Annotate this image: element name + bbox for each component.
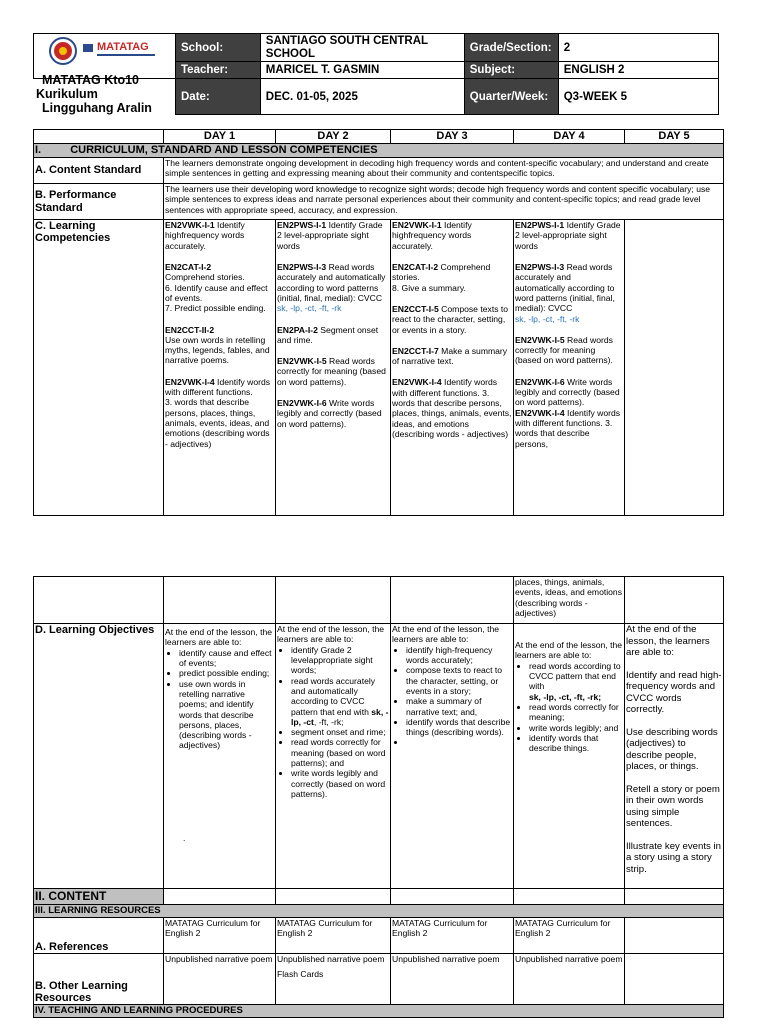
empty-cell xyxy=(391,577,514,624)
section-1-row xyxy=(34,144,724,158)
comp-text: Identify highfrequency words accurately. xyxy=(392,220,472,251)
comp-code: EN2VWK-I-1 xyxy=(165,220,215,230)
empty-cell xyxy=(164,889,276,905)
objective-item: • identify Grade 2 levelappropriate sight words; xyxy=(291,645,389,676)
empty-cell xyxy=(391,889,514,905)
day-3-header: DAY 3 xyxy=(391,130,514,144)
resources-row xyxy=(34,905,724,918)
objective-item: • identify high-frequency words accurately; xyxy=(406,645,512,666)
title-line-2: Kurikulum xyxy=(36,87,98,101)
section-1-title xyxy=(34,144,724,158)
day-1-objectives xyxy=(164,624,276,889)
objective-item: • identify words that describe things. xyxy=(529,733,623,754)
day-4-competencies xyxy=(514,220,625,516)
competencies-label: C. Learning Competencies xyxy=(34,220,164,516)
references-row xyxy=(34,918,724,954)
day-2-competencies xyxy=(276,220,391,516)
empty-cell xyxy=(164,577,276,624)
comp-text: Write words legibly and correctly (based on word patterns). xyxy=(277,398,382,429)
objective-intro: At the end of the lesson, the learners are able to: xyxy=(277,624,385,645)
objective-item xyxy=(529,661,623,702)
comp-text: Compose texts to react to the character, setting, or events in a story. xyxy=(392,303,509,335)
title-line-1: MATATAG Kto10 xyxy=(42,73,139,87)
quarter-label: Quarter/Week: xyxy=(464,79,558,115)
matatag-logo-icon: MATATAG xyxy=(97,41,149,53)
school-label: School: xyxy=(176,34,261,62)
content-standard-label: A. Content Standard xyxy=(34,158,164,184)
objective-item: • segment onset and rime; xyxy=(291,727,389,737)
objective-item: • predict possible ending; xyxy=(179,668,274,678)
objective-intro: At the end of the lesson, the learners are able to: xyxy=(515,640,623,661)
comp-code: EN2CCT-II-2 xyxy=(165,324,215,335)
objective-item xyxy=(291,676,389,728)
comp-text: Identify words with different functions. xyxy=(165,376,271,398)
teacher-label: Teacher: xyxy=(176,62,261,79)
comp-code: EN2PWS-I-3 xyxy=(277,261,327,272)
comp-pattern: sk, -lp, -ct, -ft, -rk xyxy=(515,313,580,324)
teacher-value: MARICEL T. GASMIN xyxy=(260,62,464,79)
objectives-table xyxy=(33,576,724,1018)
day-2-header: DAY 2 xyxy=(276,130,391,144)
objectives-label: D. Learning Objectives xyxy=(34,624,164,889)
day-1-competencies xyxy=(164,220,276,516)
content-standard-text: The learners demonstrate ongoing development in decoding high frequency words and content-specific vocabulary; and understand and create simple sentences in getting and expressing meaning about their community and contentspecific topics. xyxy=(164,158,724,184)
subject-value: ENGLISH 2 xyxy=(558,62,718,79)
objective-list xyxy=(277,645,389,800)
comp-code: EN2VWK-I-5 xyxy=(277,356,327,367)
comp-text: Identify words with different functions. 3. words that describe persons, xyxy=(515,407,621,449)
day-header-row xyxy=(34,130,724,144)
objective-item: • compose texts to react to the character, setting, or events in a story; xyxy=(406,665,512,696)
day-3-objectives xyxy=(391,624,514,889)
objective-item: • use own words in retelling narrative poems; and identify words that describe persons, places, (describing words - adjectives) xyxy=(179,679,274,751)
objective-item: • identify cause and effect of events; xyxy=(179,648,274,669)
comp-text: Segment onset and rime. xyxy=(277,324,379,345)
grade-value: 2 xyxy=(558,34,718,62)
comp-text: Make a summary of narrative text. xyxy=(392,345,508,367)
empty-cell xyxy=(625,918,724,954)
comp-code: EN2PWS-I-1 xyxy=(515,220,565,230)
comp-item: 6. Identify cause and effect of events. xyxy=(165,282,268,303)
comp-code: EN2VWK-I-1 xyxy=(392,220,442,230)
comp-text: Identify Grade 2 level-appropriate sight words xyxy=(515,220,621,251)
objective-item: • write words legibly; and xyxy=(529,723,623,733)
day-5-header: DAY 5 xyxy=(625,130,724,144)
day-5-competencies xyxy=(625,220,724,516)
day-4-header: DAY 4 xyxy=(514,130,625,144)
empty-cell xyxy=(625,577,724,624)
comp-code: EN2VWK-I-4 xyxy=(515,407,565,418)
deped-seal-icon xyxy=(34,34,175,74)
objective-item: • read words correctly for meaning; xyxy=(529,702,623,723)
comp-text: Comprehend stories. xyxy=(165,272,245,283)
objective-item: • write words legibly and correctly (based on word patterns). xyxy=(291,768,389,799)
objective-pattern: sk, -lp, -ct xyxy=(291,706,389,727)
reference-day-1: MATATAG Curriculum for English 2 xyxy=(164,918,276,954)
competency-table xyxy=(33,129,724,516)
comp-item: 7. Predict possible ending. xyxy=(165,303,266,314)
other-resource-day-4: Unpublished narrative poem xyxy=(514,954,625,1005)
comp-text: Identify Grade 2 level-appropriate sight words xyxy=(277,220,383,251)
comp-code: EN2PA-I-2 xyxy=(277,324,318,335)
objective-text: , -ft, -rk; xyxy=(313,716,344,727)
objective-paragraph: Use describing words (adjectives) to describe people, places, or things. xyxy=(626,726,718,772)
comp-text: Use own words in retelling myths, legends, fables, and narrative poems. xyxy=(165,334,270,366)
subject-label: Subject: xyxy=(464,62,558,79)
empty-cell xyxy=(625,954,724,1005)
day-4-objectives xyxy=(514,624,625,889)
comp-text: Identify words with different functions. 3. words that describe persons, places, things, animals, events, ideas, and emotions (describing words - adjectives) xyxy=(392,377,512,439)
comp-code: EN2CCT-I-7 xyxy=(392,345,439,356)
section-1-label: CURRICULUM, STANDARD AND LESSON COMPETENCIES xyxy=(70,144,378,156)
comp-code: EN2VWK-I-4 xyxy=(165,376,215,387)
objective-text: read words accurately and automatically according to CVCC pattern that end with xyxy=(291,675,376,717)
reference-day-3: MATATAG Curriculum for English 2 xyxy=(391,918,514,954)
other-resources-label: B. Other Learning Resources xyxy=(34,954,164,1005)
comp-code: EN2VWK-I-6 xyxy=(515,376,565,387)
comp-text: Read words accurately and automatically according to word patterns (initial, final, medial): CVCC xyxy=(277,261,386,303)
objective-item: • read words correctly for meaning (based on word patterns); and xyxy=(291,737,389,768)
curriculum-title xyxy=(36,73,166,115)
objective-intro: At the end of the lesson, the learners are able to: xyxy=(165,627,273,648)
comp-code: EN2CAT-I-2 xyxy=(165,261,212,272)
comp-code: EN2VWK-I-5 xyxy=(515,334,565,345)
comp-item: 3. words that describe persons, places, things, animals, events, ideas, and emotions (describing words - adjectives) xyxy=(165,397,270,449)
references-label: A. References xyxy=(34,918,164,954)
reference-day-2: MATATAG Curriculum for English 2 xyxy=(276,918,391,954)
empty-cell xyxy=(276,577,391,624)
other-resource-text: Unpublished narrative poem xyxy=(277,954,385,964)
empty-cell xyxy=(514,889,625,905)
objective-list xyxy=(165,648,274,751)
grade-label: Grade/Section: xyxy=(464,34,558,62)
performance-standard-row xyxy=(34,184,724,220)
day-2-objectives xyxy=(276,624,391,889)
comp-code: EN2CAT-I-2 xyxy=(392,261,439,272)
reference-day-4: MATATAG Curriculum for English 2 xyxy=(514,918,625,954)
content-standard-row xyxy=(34,158,724,184)
comp-code: EN2PWS-I-1 xyxy=(277,220,327,230)
content-row xyxy=(34,889,724,905)
day-3-competencies xyxy=(391,220,514,516)
empty-cell xyxy=(625,889,724,905)
other-resource-extra: Flash Cards xyxy=(277,969,324,980)
day-1-header: DAY 1 xyxy=(164,130,276,144)
performance-standard-label: B. Performance Standard xyxy=(34,184,164,220)
logo-cell xyxy=(34,34,176,79)
other-resource-day-3: Unpublished narrative poem xyxy=(391,954,514,1005)
comp-code: EN2VWK-I-4 xyxy=(392,377,442,388)
procedures-title: IV. TEACHING AND LEARNING PROCEDURES xyxy=(34,1005,724,1018)
comp-text: Read words correctly for meaning (based on word patterns). xyxy=(515,334,613,366)
objective-item: • make a summary of narrative text; and, xyxy=(406,696,512,717)
section-1-number: I. xyxy=(35,144,42,156)
comp-text: Write words legibly and correctly (based on word patterns). xyxy=(515,376,620,408)
objective-tail: . xyxy=(183,832,186,843)
empty-cell xyxy=(34,577,164,624)
comp-code: EN2VWK-I-6 xyxy=(277,398,327,409)
title-line-3: Lingguhang Aralin xyxy=(42,101,152,115)
objective-paragraph: At the end of the lesson, the learners are able to: xyxy=(626,624,710,658)
other-resources-row xyxy=(34,954,724,1005)
objective-list xyxy=(515,661,623,754)
performance-standard-text: The learners use their developing word knowledge to recognize sight words; decode high frequency words and content specific vocabulary; use simple sentences to express ideas and narrate personal experiences about their community and content-specific topics; and read grade level sentences with appropriate speed, accuracy, and expression. xyxy=(164,184,724,220)
other-resource-day-2 xyxy=(276,954,391,1005)
competencies-row xyxy=(34,220,724,516)
day-4-competencies-cont: places, things, animals, events, ideas, and emotions (describing words - adjectives) xyxy=(514,577,625,624)
date-label: Date: xyxy=(176,79,261,115)
date-value: DEC. 01-05, 2025 xyxy=(260,79,464,115)
objectives-row xyxy=(34,624,724,889)
continuation-row xyxy=(34,577,724,624)
objective-paragraph: Illustrate key events in a story using a story strip. xyxy=(626,840,721,875)
resources-title: III. LEARNING RESOURCES xyxy=(34,905,724,918)
empty-cell xyxy=(276,889,391,905)
objective-intro: At the end of the lesson, the learners are able to: xyxy=(392,624,500,645)
comp-text: Read words correctly for meaning (based on word patterns). xyxy=(277,356,386,387)
procedures-row xyxy=(34,1005,724,1018)
comp-text: Read words accurately and automatically according to word patterns (initial, final, medial): CVCC xyxy=(515,261,615,314)
objective-paragraph: Identify and read high-frequency words and CVCC words correctly. xyxy=(626,669,722,715)
comp-code: EN2PWS-I-3 xyxy=(515,261,565,272)
school-value: SANTIAGO SOUTH CENTRAL SCHOOL xyxy=(260,34,464,62)
other-resource-day-1: Unpublished narrative poem xyxy=(164,954,276,1005)
day-5-objectives xyxy=(625,624,724,889)
objective-item: • identify words that describe things (describing words). xyxy=(406,717,512,738)
comp-item: 8. Give a summary. xyxy=(392,282,466,293)
objective-text: read words according to CVCC pattern that end with xyxy=(529,660,621,692)
comp-pattern: sk, -lp, -ct, -ft, -rk xyxy=(277,303,342,314)
comp-code: EN2CCT-I-5 xyxy=(392,303,439,314)
objective-paragraph: Retell a story or poem in their own words using simple sentences. xyxy=(626,783,720,829)
content-title: II. CONTENT xyxy=(34,889,164,905)
objective-list xyxy=(392,645,512,748)
comp-text: Comprehend stories. xyxy=(392,261,491,283)
objective-pattern: sk, -lp, -ct, -ft, -rk; xyxy=(529,691,602,702)
quarter-value: Q3-WEEK 5 xyxy=(558,79,718,115)
corner-cell xyxy=(34,130,164,144)
comp-text: Identify highfrequency words accurately. xyxy=(165,220,245,251)
objective-item xyxy=(406,737,512,747)
